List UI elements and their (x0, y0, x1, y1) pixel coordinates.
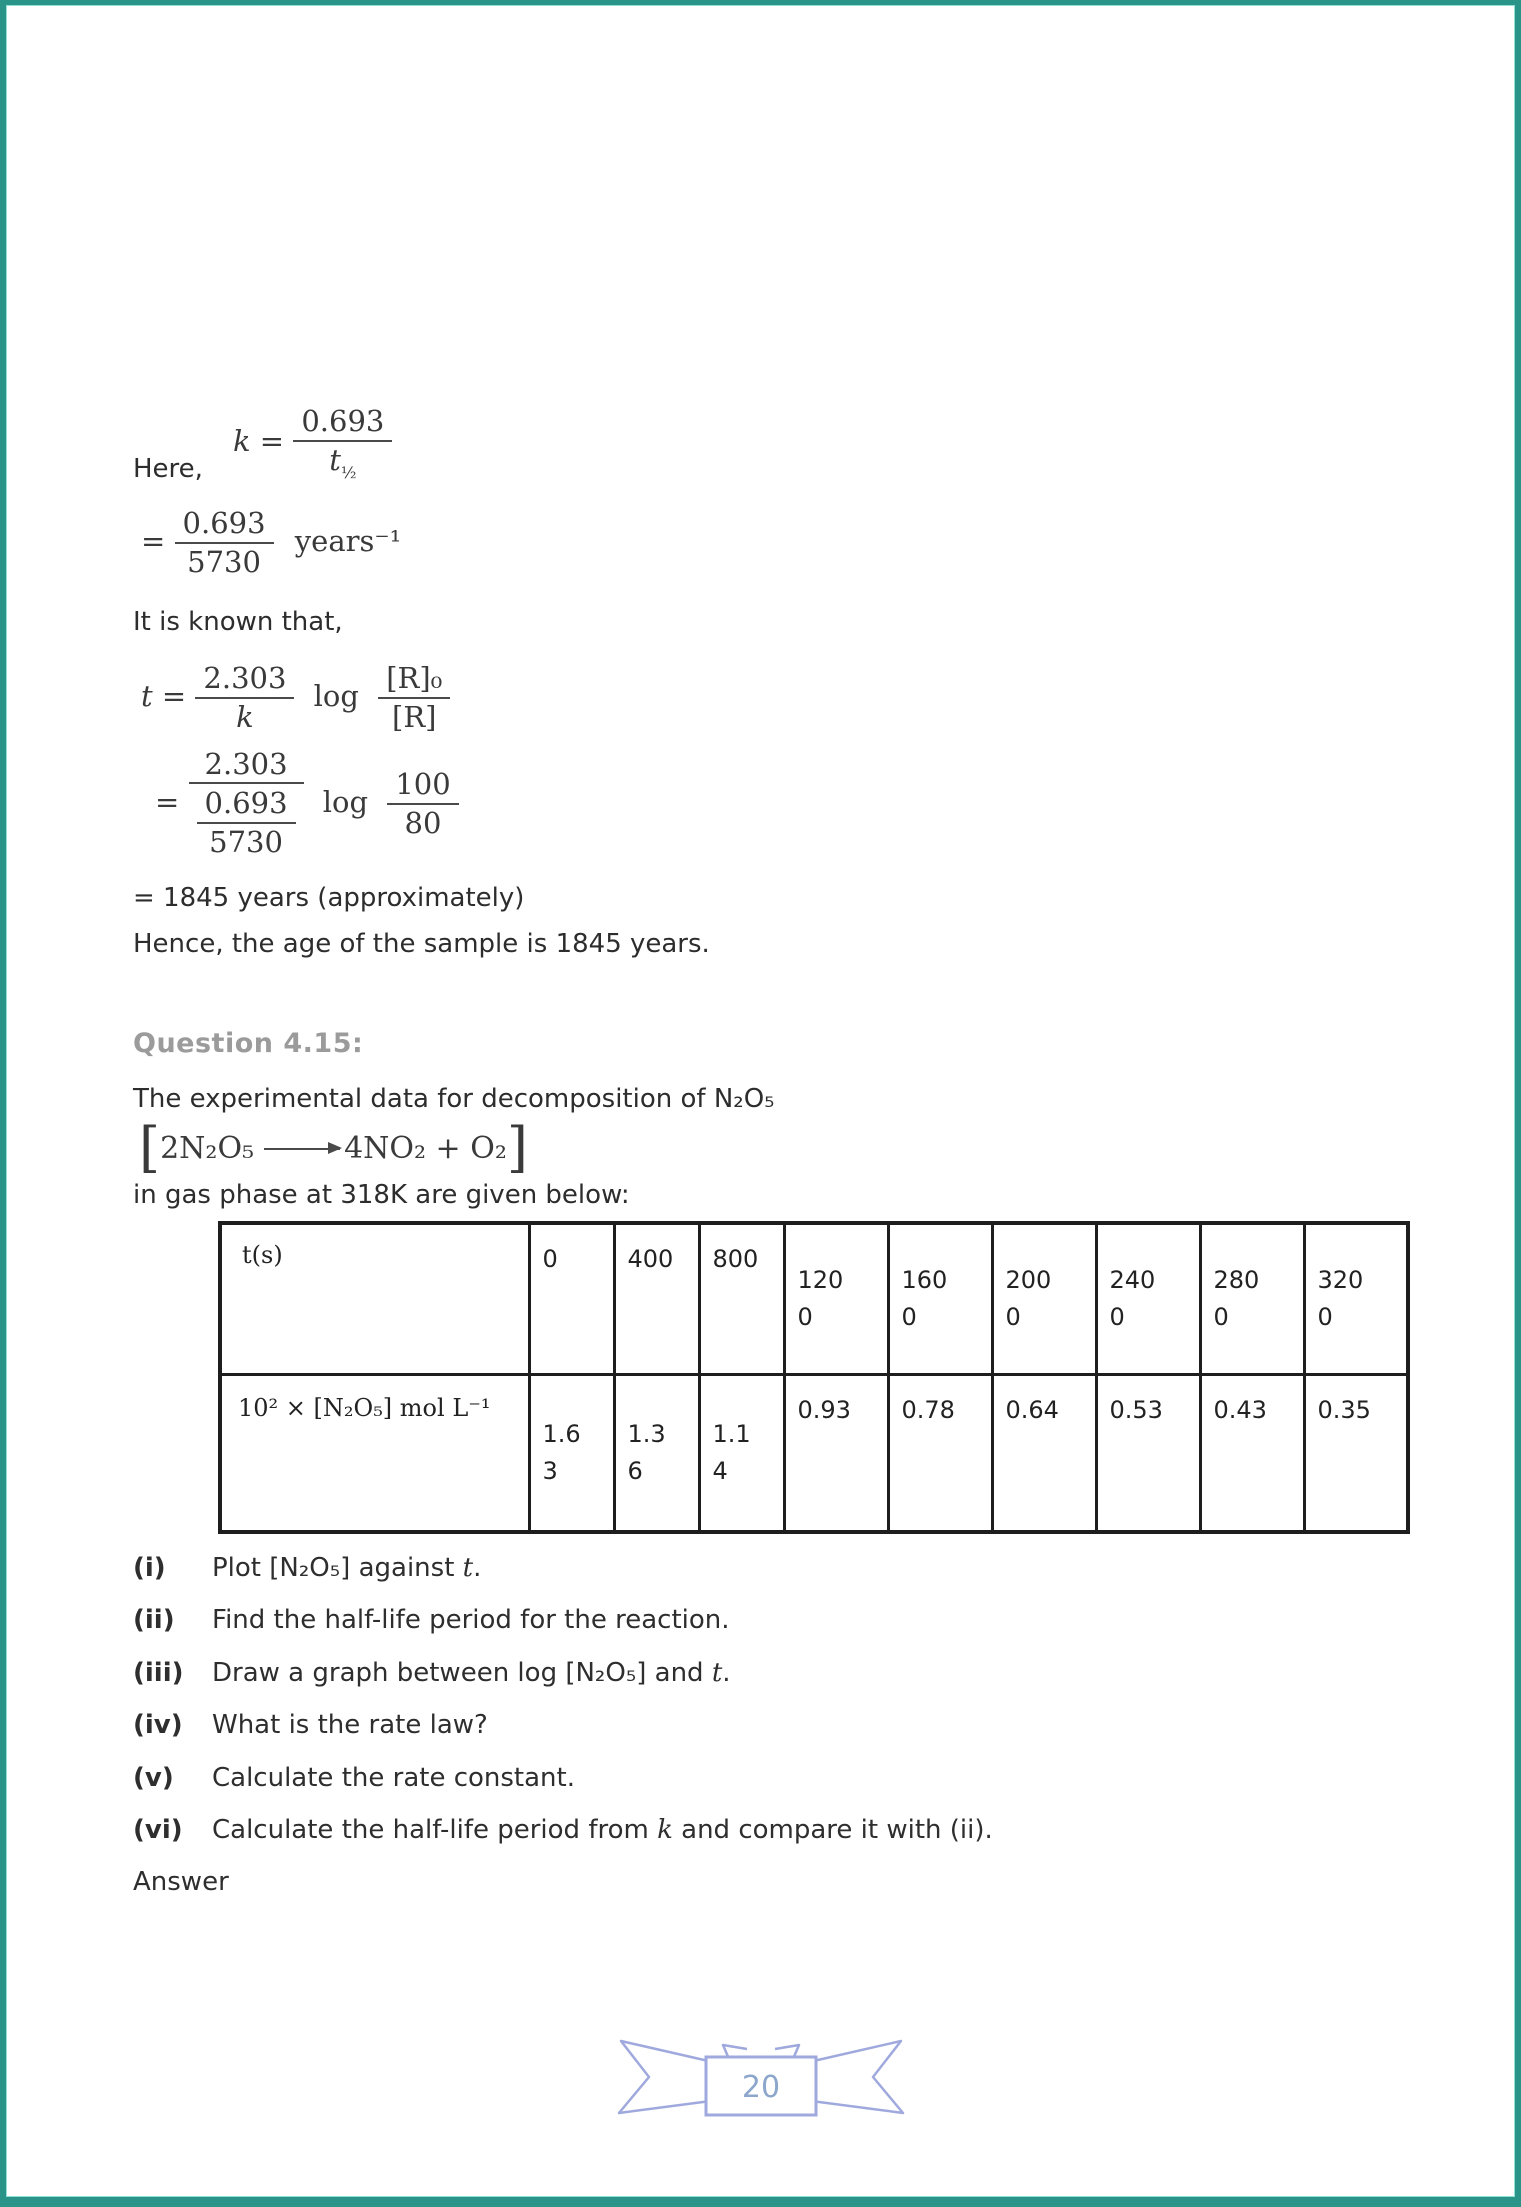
question-items (133, 1552, 1425, 1847)
page-number: 20 (741, 2070, 780, 2105)
reaction-equation: [ 2N₂O₅ 4NO₂ + O₂ ] (139, 1116, 528, 1180)
table-cell: 0.35 (1304, 1375, 1408, 1532)
formula-first-order-time: t = $\frac{2.303}{k}$ log $\frac{\text{[R]₀}}{[R]}$ (141, 660, 1425, 736)
table-row (220, 1223, 1408, 1375)
here-label: Here, (133, 453, 203, 484)
unit-years: years⁻¹ (294, 523, 402, 558)
table-cell: 1.1 4 (699, 1375, 784, 1532)
table-cell: 0.43 (1200, 1375, 1304, 1532)
table-cell: 0.93 (784, 1375, 888, 1532)
formula-time-substituted: = $\frac{2.303}{\frac{0.693}{5730}}$ log $\frac{100}{80}$ (155, 746, 1425, 862)
table-cell: 1.6 3 (529, 1375, 614, 1532)
list-item: (vi) Calculate the half-life period from k and compare it with (ii). (133, 1815, 993, 1846)
conclusion-line: Hence, the age of the sample is 1845 years. (133, 928, 710, 959)
fraction: $\frac{0.693}{5730}$ (175, 505, 274, 581)
experimental-data-table (218, 1221, 1410, 1534)
list-item: (i) Plot [N₂O₅] against t. (133, 1552, 482, 1583)
fraction: $\frac{2.303}{k}$ (195, 660, 294, 736)
fraction: $\frac{\text{[R]₀}}{[R]}$ (378, 660, 450, 736)
table-cell: 160 0 (888, 1223, 992, 1375)
fraction: $\frac{100}{80}$ (387, 766, 458, 842)
log-operator: log (322, 784, 369, 819)
known-that-label: It is known that, (133, 607, 343, 638)
row-header-concentration: 10² × [N₂O₅] mol L⁻¹ (220, 1375, 529, 1532)
list-item: (iii) Draw a graph between log [N₂O₅] and t. (133, 1657, 731, 1688)
table-cell: 280 0 (1200, 1223, 1304, 1375)
table-cell: 120 0 (784, 1223, 888, 1375)
list-item: (v) Calculate the rate constant. (133, 1762, 575, 1793)
reaction-arrow-icon (264, 1148, 340, 1150)
table-cell: 400 (614, 1223, 699, 1375)
table-cell: 0 (529, 1223, 614, 1375)
table-cell: 0.64 (992, 1375, 1096, 1532)
row-header-time: t(s) (220, 1223, 529, 1375)
list-item: (ii) Find the half-life period for the reaction. (133, 1605, 730, 1636)
table-cell: 240 0 (1096, 1223, 1200, 1375)
question-intro: The experimental data for decomposition of N₂O₅ (133, 1083, 775, 1114)
right-bracket: ] (506, 1116, 528, 1180)
table-row (220, 1375, 1408, 1532)
nested-fraction: $\frac{0.693}{5730}$ (197, 785, 296, 861)
table-cell: 0.53 (1096, 1375, 1200, 1532)
table-cell: 320 0 (1304, 1223, 1408, 1375)
formula-rate-constant-value: = $\frac{0.693}{5730}$ years⁻¹ (141, 505, 402, 579)
question-heading: Question 4.15: (133, 1027, 364, 1059)
page-content (6, 5, 1515, 1897)
table-cell: 0.78 (888, 1375, 992, 1532)
question-condition: in gas phase at 318K are given below: (133, 1180, 630, 1211)
fraction: $\frac{0.693}{t_{\frac{1}{2}}}$ (293, 403, 392, 483)
page-ribbon (6, 2035, 1515, 2135)
table-cell: 200 0 (992, 1223, 1096, 1375)
left-bracket: [ (139, 1116, 161, 1180)
log-operator: log (313, 678, 359, 713)
list-item: (iv) What is the rate law? (133, 1710, 488, 1741)
table-cell: 1.3 6 (614, 1375, 699, 1532)
formula-half-life-constant: k = $\frac{0.693}{t_{\frac{1}{2}}}$ (233, 403, 1425, 483)
result-line: = 1845 years (approximately) (133, 883, 525, 914)
fraction: $\frac{2.303}{\frac{0.693}{5730}}$ (189, 746, 304, 862)
table-cell: 800 (699, 1223, 784, 1375)
ribbon-icon (601, 2035, 921, 2135)
answer-label: Answer (133, 1866, 229, 1897)
